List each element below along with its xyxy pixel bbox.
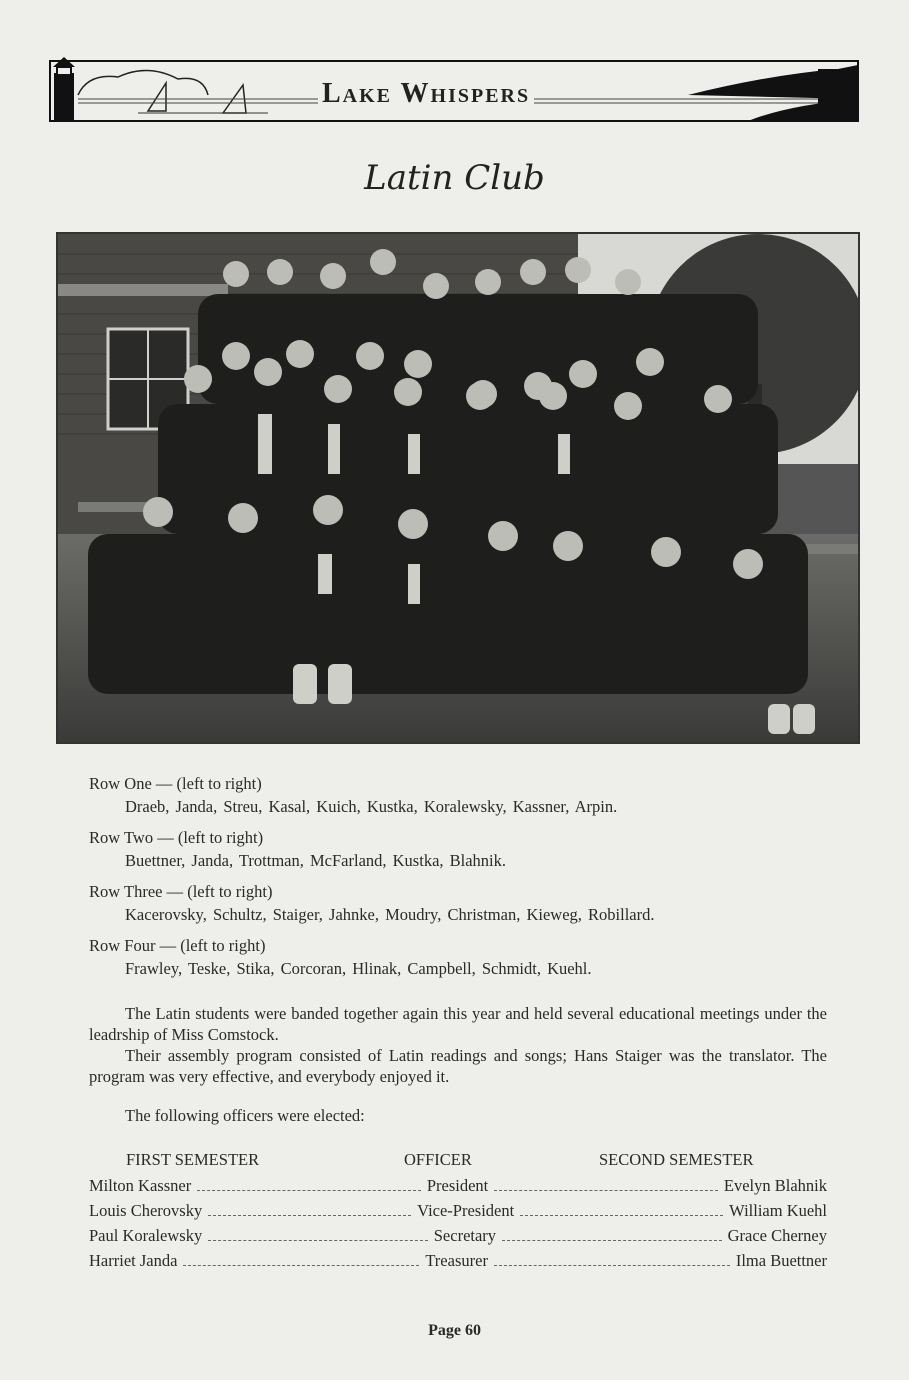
officer-row <box>89 1201 827 1226</box>
row-caption <box>89 826 829 872</box>
leader-dots <box>208 1228 428 1241</box>
row-caption <box>89 880 829 926</box>
officers-table <box>89 1150 827 1276</box>
paragraph-1: The Latin students were banded together again this year and held several educational meetings under the leadrship of Miss Comstock. <box>89 1004 827 1044</box>
group-photo <box>56 232 860 744</box>
row-names: Draeb, Janda, Streu, Kasal, Kuich, Kustka, Koralewsky, Kassner, Arpin. <box>125 797 618 816</box>
row-label: Row Two — (left to right) <box>89 828 264 847</box>
first-semester-name: Louis Cherovsky <box>89 1201 203 1220</box>
first-semester-name: Milton Kassner <box>89 1176 192 1195</box>
row-caption <box>89 772 829 818</box>
second-semester-name: Evelyn Blahnik <box>723 1176 828 1195</box>
office-title: Treasurer <box>425 1251 488 1270</box>
officer-row <box>89 1226 827 1251</box>
row-names: Kacerovsky, Schultz, Staiger, Jahnke, Moudry, Christman, Kieweg, Robillard. <box>125 905 655 924</box>
officers-intro <box>89 1105 827 1126</box>
leader-dots <box>197 1178 421 1191</box>
leader-dots <box>183 1253 419 1266</box>
row-label: Row One — (left to right) <box>89 774 262 793</box>
page-number: Page 60 <box>428 1322 481 1339</box>
row-caption <box>89 934 829 980</box>
second-semester-name: William Kuehl <box>729 1201 828 1220</box>
officers-header <box>89 1150 827 1176</box>
officer-row <box>89 1251 827 1276</box>
body-text <box>89 1003 827 1087</box>
first-semester-name: Harriet Janda <box>89 1251 178 1270</box>
header-first-semester: FIRST SEMESTER <box>126 1150 260 1169</box>
second-semester-name: Grace Cherney <box>727 1226 827 1245</box>
banner-title: Lake Whispers <box>318 79 534 109</box>
row-captions <box>89 772 829 988</box>
office-title: Vice-President <box>417 1201 515 1220</box>
leader-dots <box>520 1203 723 1216</box>
leader-dots <box>494 1178 718 1191</box>
header-banner <box>48 55 860 125</box>
paragraph-3: The following officers were elected: <box>125 1106 365 1125</box>
officer-row <box>89 1176 827 1201</box>
leader-dots <box>208 1203 411 1216</box>
first-semester-name: Paul Koralewsky <box>89 1226 203 1245</box>
second-semester-name: Ilma Buettner <box>735 1251 828 1270</box>
page-title: Latin Club <box>364 158 545 198</box>
header-officer: OFFICER <box>404 1150 472 1169</box>
leader-dots <box>502 1228 722 1241</box>
row-names: Frawley, Teske, Stika, Corcoran, Hlinak, Campbell, Schmidt, Kuehl. <box>125 959 592 978</box>
row-label: Row Four — (left to right) <box>89 936 266 955</box>
row-label: Row Three — (left to right) <box>89 882 273 901</box>
row-names: Buettner, Janda, Trottman, McFarland, Kustka, Blahnik. <box>125 851 507 870</box>
office-title: President <box>426 1176 489 1195</box>
office-title: Secretary <box>433 1226 497 1245</box>
leader-dots <box>494 1253 730 1266</box>
paragraph-2: Their assembly program consisted of Latin readings and songs; Hans Staiger was the translator. The program was very effective, and everybody enjoyed it. <box>89 1046 827 1086</box>
header-second-semester: SECOND SEMESTER <box>599 1150 754 1169</box>
